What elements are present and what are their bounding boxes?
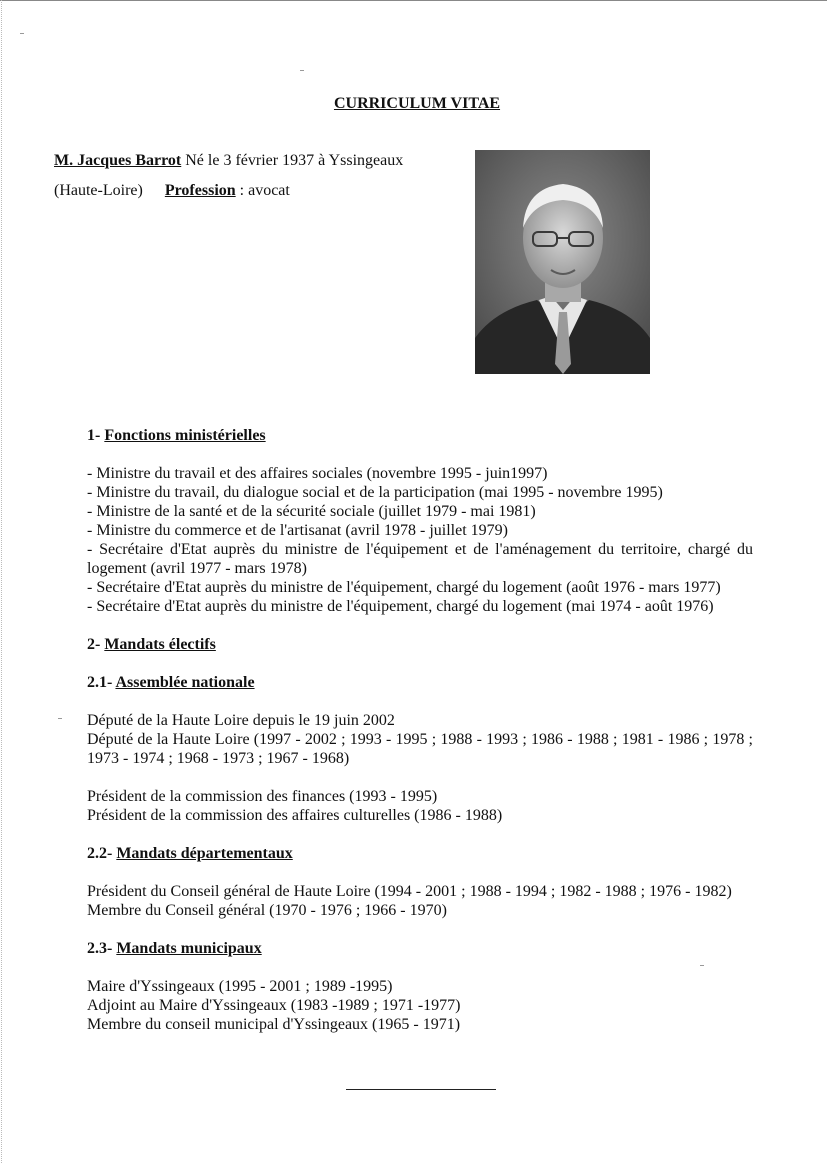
ministerial-item: - Secrétaire d'Etat auprès du ministre de l'équipement et de l'aménagement du territoire, chargé du logement (avril 1977 - mars 1978): [87, 541, 753, 577]
ministerial-item: - Ministre du travail, du dialogue social et de la participation (mai 1995 - novembre 1995): [87, 484, 663, 501]
section-1-title: Fonctions ministérielles: [104, 427, 266, 444]
ministerial-item: - Ministre de la santé et de la sécurité sociale (juillet 1979 - mai 1981): [87, 503, 536, 520]
ministerial-item: - Secrétaire d'Etat auprès du ministre de l'équipement, chargé du logement (août 1976 - mars 1977): [87, 579, 721, 596]
section-2-heading: [87, 635, 753, 654]
department-line: Membre du Conseil général (1970 - 1976 ; 1966 - 1970): [87, 902, 447, 919]
profession-value: : avocat: [239, 182, 290, 199]
section-2-1-number: 2.1-: [87, 674, 113, 691]
section-2-3-title: Mandats municipaux: [116, 940, 262, 957]
scan-speck: [20, 33, 24, 34]
scan-speck: [300, 70, 304, 71]
portrait-photo: [475, 150, 650, 374]
assembly-line: Député de la Haute Loire depuis le 19 juin 2002: [87, 712, 395, 729]
section-2-3-number: 2.3-: [87, 940, 113, 957]
scan-speck: [58, 718, 62, 719]
section-1-heading: [87, 426, 753, 445]
person-region: (Haute-Loire): [54, 182, 143, 199]
municipal-line: Adjoint au Maire d'Yssingeaux (1983 -1989 ; 1971 -1977): [87, 997, 461, 1014]
portrait-illustration: [475, 150, 650, 374]
section-2-3-heading: [87, 939, 753, 958]
section-2-number: 2-: [87, 636, 101, 653]
ministerial-item: - Ministre du commerce et de l'artisanat (avril 1978 - juillet 1979): [87, 522, 508, 539]
ministerial-item: - Ministre du travail et des affaires sociales (novembre 1995 - juin1997): [87, 465, 548, 482]
person-birth: Né le 3 février 1937 à Yssingeaux: [185, 152, 404, 169]
section-1-number: 1-: [87, 427, 101, 444]
ministerial-item: - Secrétaire d'Etat auprès du ministre de l'équipement, chargé du logement (mai 1974 - août 1976): [87, 598, 714, 615]
scan-speck: [700, 965, 704, 966]
assembly-line: Président de la commission des affaires culturelles (1986 - 1988): [87, 807, 503, 824]
municipal-line: Maire d'Yssingeaux (1995 - 2001 ; 1989 -1995): [87, 978, 393, 995]
scan-top-edge: [0, 0, 827, 1]
closing-rule: [346, 1089, 496, 1090]
assembly-line: Président de la commission des finances (1993 - 1995): [87, 788, 438, 805]
assembly-line: Député de la Haute Loire (1997 - 2002 ; 1993 - 1995 ; 1988 - 1993 ; 1986 - 1988 ; 1981 - 1986 ; 1978 ; 1973 - 1974 ; 1968 - 1973 ; 1967 - 1968): [87, 731, 753, 767]
municipal-line: Membre du conseil municipal d'Yssingeaux (1965 - 1971): [87, 1016, 461, 1033]
profession-label: Profession: [164, 182, 236, 199]
scan-left-edge: [1, 0, 2, 1163]
department-line: Président du Conseil général de Haute Loire (1994 - 2001 ; 1988 - 1994 ; 1982 - 1988 ; 1976 - 1982): [87, 883, 732, 900]
section-2-1-title: Assemblée nationale: [115, 674, 255, 691]
section-2-2-title: Mandats départementaux: [116, 845, 293, 862]
section-2-2-number: 2.2-: [87, 845, 113, 862]
person-name: M. Jacques Barrot: [54, 152, 182, 169]
cv-body: [87, 426, 753, 1034]
section-2-2-heading: [87, 844, 753, 863]
person-line-1: [54, 151, 454, 170]
person-line-2: [54, 181, 454, 200]
page-title: CURRICULUM VITAE: [333, 95, 501, 112]
section-2-title: Mandats électifs: [104, 636, 216, 653]
section-2-1-heading: [87, 673, 753, 692]
